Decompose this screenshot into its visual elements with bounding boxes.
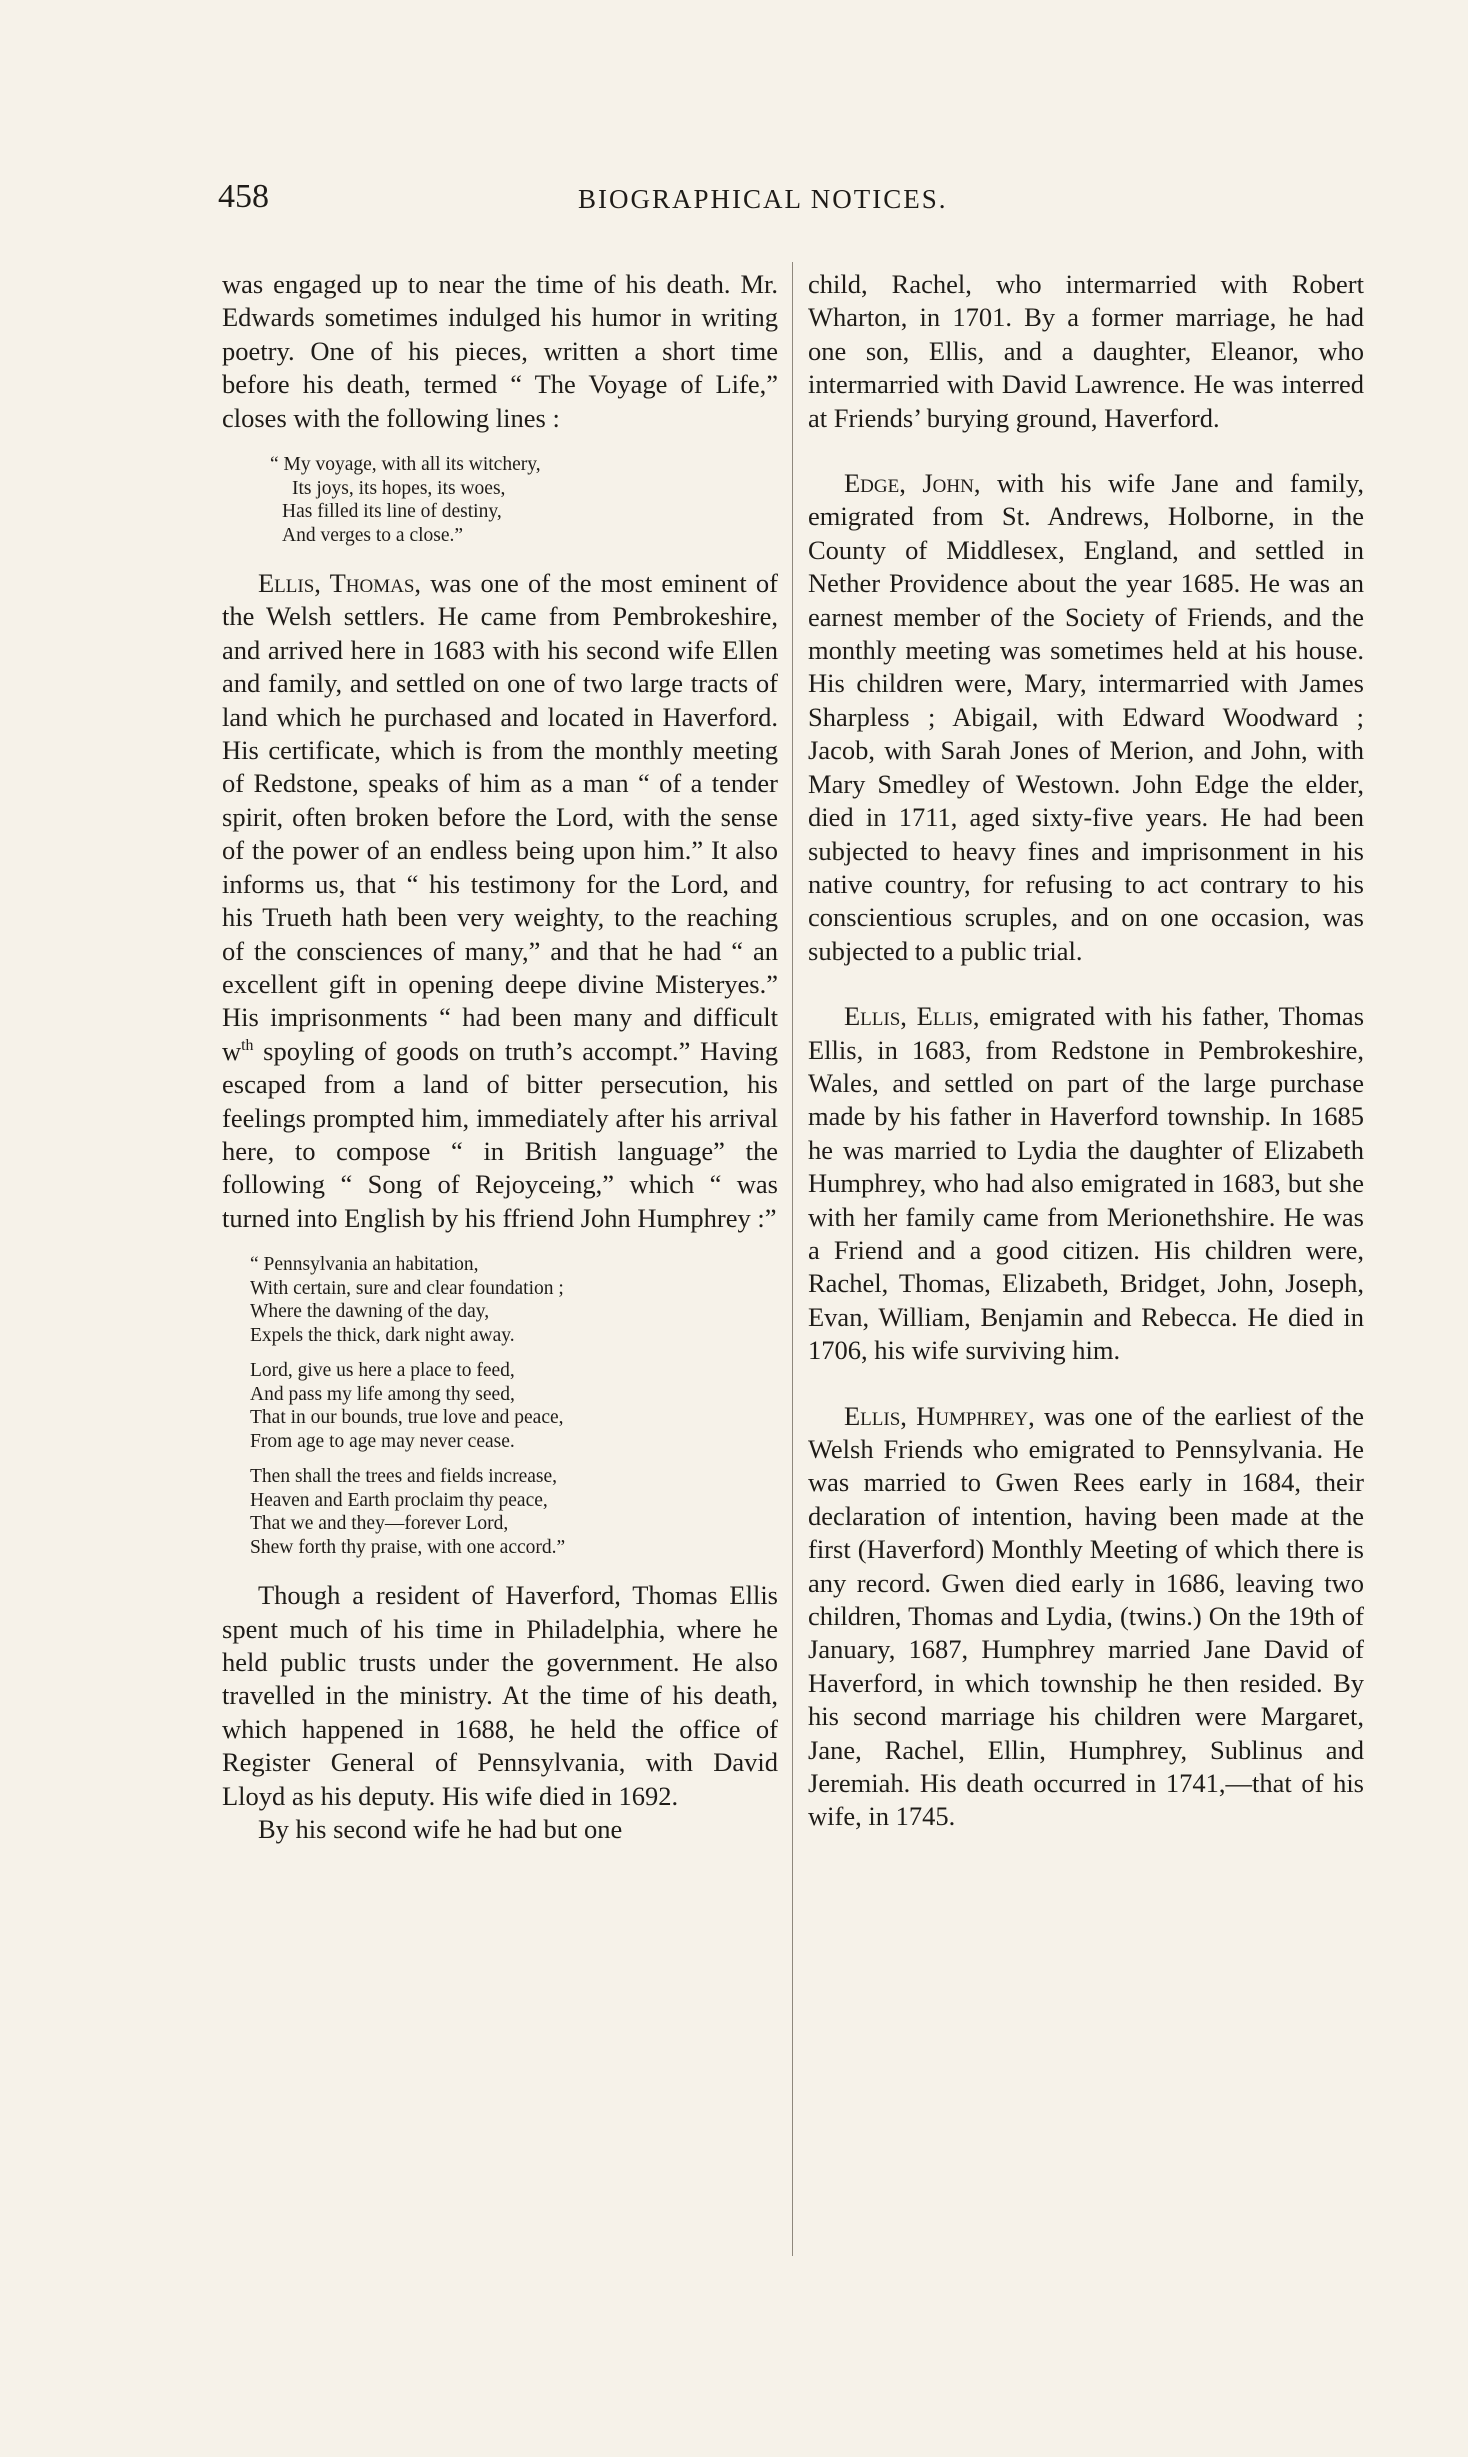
entry-text: spoyling of goods on truth’s accompt.” Having escaped from a land of bitter persecution, his feelings prompted him, immediately after his arrival here, to compose “ in British language” the following “ Song of Rejoyceing,” which “ was turned into English by his ffriend John Humphrey :” [222,1035,778,1233]
page-header [218,178,1004,224]
entry-ellis-ellis [808,1000,1364,1367]
poem-line: Heaven and Earth proclaim thy peace, [250,1489,548,1511]
paragraph-though-resident: Though a resident of Haverford, Thomas Ellis spent much of his time in Philadelphia, where he held public trusts under the government. He also travelled in the ministry. At the time of his death, which happened in 1688, he held the office of Register General of Pennsylvania, with David Lloyd as his deputy. His wife died in 1692. [222,1580,778,1811]
entry-gap [808,968,1364,1000]
page-number: 458 [218,178,269,215]
poem-line: Where the dawning of the day, [250,1301,490,1323]
poem-line: Lord, give us here a place to feed, [250,1360,515,1382]
poem-line: “ Pennsylvania an habitation, [250,1254,479,1276]
poem-line: That in our bounds, true love and peace, [250,1407,564,1429]
entry-edge-john [808,467,1364,968]
poem-line: And verges to a close.” [282,524,464,546]
superscript: th [241,1036,254,1054]
entry-text: was one of the earliest of the Welsh Friends who emigrated to Pennsylvania. He was married to Gwen Rees early in 1684, their declaration of intention, having been made at the first (Haverford) Monthly Meeting of which there is any record. Gwen died early in 1686, leaving two children, Thomas and Lydia, (twins.) On the 19th of January, 1687, Humphrey married Jane David of Haverford, in which township he then resided. By his second marriage his children were Margaret, Jane, Rachel, Ellin, Humphrey, Sublinus and Jeremiah. His death occurred in 1741,—that of his wife, in 1745. [808,1400,1365,1832]
entry-name: Ellis, Humphrey, [844,1400,1035,1431]
entry-text: was one of the most eminent of the Welsh settlers. He came from Pembrokeshire, and arrived here in 1683 with his second wife Ellen and family, and settled on one of two large tracts of land which he purchased and located in Haverford. His certificate, which is from the monthly meeting of Redstone, speaks of him as a man “ of a tender spirit, often broken before the Lord, with the sense of the power of an endless being upon him.” It also informs us, that “ his testimony for the Lord, and his Trueth hath been very weighty, to the reaching of the consciences of many,” and that he had “ an excellent gift in opening deepe divine Misteryes.” His imprisonments “ had been many and difficult w [222,568,778,1066]
poem-line: Expels the thick, dark night away. [250,1324,515,1346]
poem-line: With certain, sure and clear foundation ; [250,1277,564,1299]
entry-gap [808,435,1364,467]
poem-stanza [222,1465,778,1559]
entry-ellis-humphrey [808,1400,1364,1834]
poem-line: That we and they—forever Lord, [250,1513,509,1535]
poem-voyage-of-life [222,453,778,547]
right-column [808,268,1364,1834]
paragraph-edwards-end: was engaged up to near the time of his death. Mr. Edwards sometimes indulged his humor in writing poetry. One of his pieces, written a short time before his death, termed “ The Voyage of Life,” closes with the following lines : [222,269,778,433]
poem-line: And pass my life among thy seed, [250,1383,515,1405]
entry-name: Ellis, Thomas, [258,568,422,599]
poem-line: From age to age may never cease. [250,1430,515,1452]
entry-text: with his wife Jane and family, emigrated from St. Andrews, Holborne, in the County of Middlesex, England, and settled in Nether Providence about the year 1685. He was an earnest member of the Society of Friends, and the monthly meeting was sometimes held at his house. His children were, Mary, intermarried with James Sharpless ; Abigail, with Edward Woodward ; Jacob, with Sarah Jones of Merion, and John, with Mary Smedley of Westown. John Edge the elder, died in 1711, aged sixty-five years. He had been subjected to heavy fines and imprisonment in his native country, for refusing to act contrary to his conscientious scruples, and on one occasion, was subjected to a public trial. [808,468,1364,966]
left-column [222,268,778,1846]
entry-gap [808,1368,1364,1400]
running-title: BIOGRAPHICAL NOTICES. [578,184,948,214]
entry-name: Ellis, Ellis, [844,1001,980,1032]
poem-line: Has filled its line of destiny, [282,501,502,523]
paragraph-second-wife: By his second wife he had but one [258,1814,623,1844]
poem-line: Then shall the trees and fields increase, [250,1466,558,1488]
poem-song-of-rejoyceing [222,1253,778,1559]
poem-stanza [222,1253,778,1347]
poem-line: Shew forth thy praise, with one accord.” [250,1536,566,1558]
entry-ellis-thomas [222,567,778,1235]
poem-line: Its joys, its hopes, its woes, [292,477,506,499]
column-divider [792,262,793,2256]
poem-line: “ My voyage, with all its witchery, [270,454,541,476]
entry-name: Edge, John, [844,468,981,499]
paragraph-rachel-continued: child, Rachel, who intermarried with Robert Wharton, in 1701. By a former marriage, he had one son, Ellis, and a daughter, Eleanor, who intermarried with David Lawrence. He was interred at Friends’ burying ground, Haverford. [808,269,1364,433]
poem-stanza [222,1359,778,1453]
entry-text: emigrated with his father, Thomas Ellis, in 1683, from Redstone in Pembrokeshire, Wales, and settled on part of the large purchase made by his father in Haverford township. In 1685 he was married to Lydia the daughter of Elizabeth Humphrey, who had also emigrated in 1683, but she with her family came from Merionethshire. He was a Friend and a good citizen. His children were, Rachel, Thomas, Elizabeth, Bridget, John, Joseph, Evan, William, Benjamin and Rebecca. He died in 1706, his wife surviving him. [808,1001,1365,1366]
